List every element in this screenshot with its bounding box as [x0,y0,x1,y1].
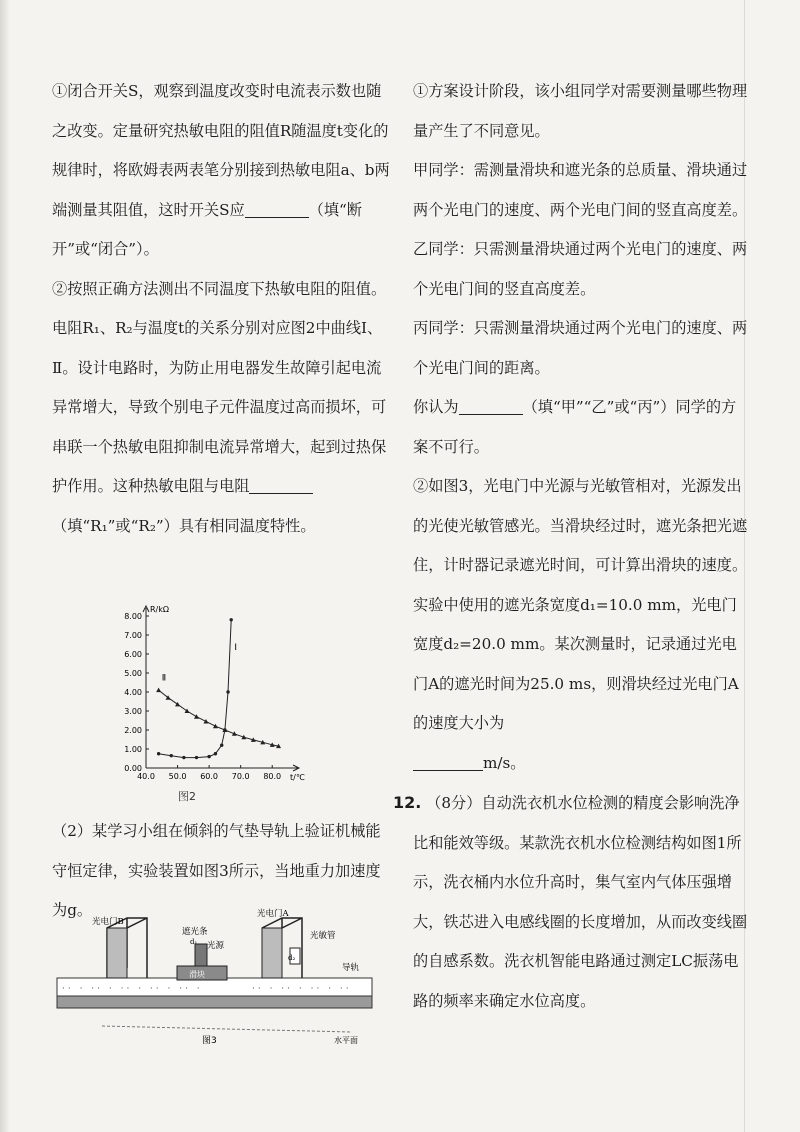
label-d1: d₁ [190,938,198,946]
y-tick-label: 6.00 [124,650,142,659]
x-tick-label: 70.0 [231,772,250,781]
chart-marks [156,618,281,759]
q12 [393,783,751,1021]
y-axis-label: R/kΩ [150,605,169,614]
label-rail: 导轨 [342,963,360,973]
y-tick-label: 2.00 [124,726,142,735]
step1-text: ①闭合开关S，观察到温度改变时电流表示数也随之改变。定量研究热敏电阻的阻值R随温度t变化的规律时，将欧姆表两表笔分别接到热敏电阻a、b两端测量其阻值，这时开关S应 [52,82,390,219]
para2-text: ②如图3，光电门中光源与光敏管相对，光源发出的光使光敏管感光。当滑块经过时，遮光条把光遮住，计时器记录遮光时间，可计算出滑块的速度。实验中使用的遮光条宽度d₁=10.0 mm，光电门宽度d₂=20.0 mm。某次测量时，记录通过光电门A的遮光时间为25.0 ms，则滑块经过光电门A的速度大小为 [413,477,748,732]
y-tick-label: 8.00 [124,612,142,621]
label-gate-b: 光电门B [92,917,124,927]
data-point [220,744,223,747]
q-part1-step2 [52,270,390,547]
step1-text-end: （填“断开”或“闭合”）。 [52,200,362,258]
slider-label: 滑块 [189,970,205,979]
y-tick-label: 4.00 [124,688,142,697]
x-tick-label: 50.0 [168,772,187,781]
data-point [213,724,218,729]
ask-end: （填“甲”“乙”或“丙”）同学的方案不可行。 [413,398,737,456]
velocity-unit: m/s。 [483,753,526,772]
data-point [182,756,185,759]
data-point [203,719,208,724]
answer-blank-velocity[interactable] [413,750,483,771]
y-tick-label: 7.00 [124,631,142,640]
r-ask [413,388,751,467]
y-tick-label: 1.00 [124,745,142,754]
curve-label-2: Ⅱ [161,673,167,684]
x-axis-label: t/℃ [290,773,305,782]
r-para2 [413,467,751,783]
data-point [194,714,199,719]
rail-base [57,996,372,1008]
horizontal-line [102,1026,352,1032]
shade-strip [195,944,207,966]
q12-text: （8分）自动洗衣机水位检测的精度会影响洗净比和能效等级。某款洗衣机水位检测结构如图1所示，洗衣桶内水位升高时，集气室内气体压强增大，铁芯进入电感线圈的长度增加，从而改变线圈的自感系数。洗衣机智能电路通过测定LC振荡电路的频率来确定水位高度。 [413,794,748,1010]
x-tick-label: 60.0 [200,772,219,781]
svg-text:·· · ·· · ·· · ·· · ·· ·: ·· · ·· · ·· · ·· · ·· · [62,984,203,994]
data-point [214,752,217,755]
step2-text-end: （填“R₁”或“R₂”）具有相同温度特性。 [52,516,316,535]
r-para1: ①方案设计阶段，该小组同学对需要测量哪些物理量产生了不同意见。 [413,82,748,140]
svg-text:·· · ·· · ·· · ··: ·· · ·· · ·· · ·· [252,984,352,994]
answer-blank-resistor[interactable] [249,473,313,494]
x-tick-label: 80.0 [263,772,282,781]
step2-text: ②按照正确方法测出不同温度下热敏电阻的阻值。电阻R₁、R₂与温度t的关系分别对应图2中曲线Ⅰ、Ⅱ。设计电路时，为防止用电器发生故障引起电流异常增大，导致个别电子元件温度过高而损坏，可串联一个热敏电阻抑制电流异常增大，起到过热保护作用。这种热敏电阻与电阻 [52,279,387,495]
right-column [393,72,751,1021]
q12-number: 12. [393,793,422,812]
curve-label-1: Ⅰ [234,643,238,654]
figure-2-caption: 图2 [178,790,196,803]
x-tick-label: 40.0 [137,772,155,781]
r-jia: 甲同学：需测量滑块和遮光条的总质量、滑块通过两个光电门的速度、两个光电门间的竖直高度差。 [413,161,748,219]
r-bing: 丙同学：只需测量滑块通过两个光电门的速度、两个光电门间的距离。 [413,319,748,377]
page-edge [0,0,10,1132]
air-track-apparatus [52,908,382,1048]
y-tick-label: 5.00 [124,669,142,678]
left-column [52,72,390,546]
label-gate-a: 光电门A [257,909,289,919]
r-yi: 乙同学：只需测量滑块通过两个光电门的速度、两个光电门间的竖直高度差。 [413,240,748,298]
y-tick-label: 0.00 [124,764,142,773]
data-point [170,754,173,757]
ask-start: 你认为 [413,398,459,416]
label-horizontal: 水平面 [334,1036,358,1045]
label-d2: d₂ [288,954,296,962]
gate-b-front [107,928,127,978]
series-line-1 [159,620,232,758]
series-line-2 [159,690,279,746]
data-point [230,618,233,621]
q-part1-step1 [52,72,390,270]
chart-axes [124,605,305,782]
gate-a-front [262,928,282,978]
label-light-source: 光源 [207,941,225,951]
q-part2: （2）某学习小组在倾斜的气垫导轨上验证机械能守恒定律，实验装置如图3所示，当地重力加速度为g。 [52,822,381,919]
data-point [156,688,161,693]
data-point [195,756,198,759]
answer-blank-student[interactable] [459,394,523,415]
answer-blank-switch[interactable] [245,197,309,218]
data-point [207,755,210,758]
label-shade: 遮光条 [182,927,208,937]
data-point [157,752,160,755]
figure-2 [98,600,318,803]
y-tick-label: 3.00 [124,707,142,716]
resistance-temperature-chart [98,600,318,800]
label-sensor: 光敏管 [310,931,336,941]
figure-3-caption: 图3 [202,1036,217,1046]
figure-3 [52,908,382,1048]
data-point [226,690,229,693]
